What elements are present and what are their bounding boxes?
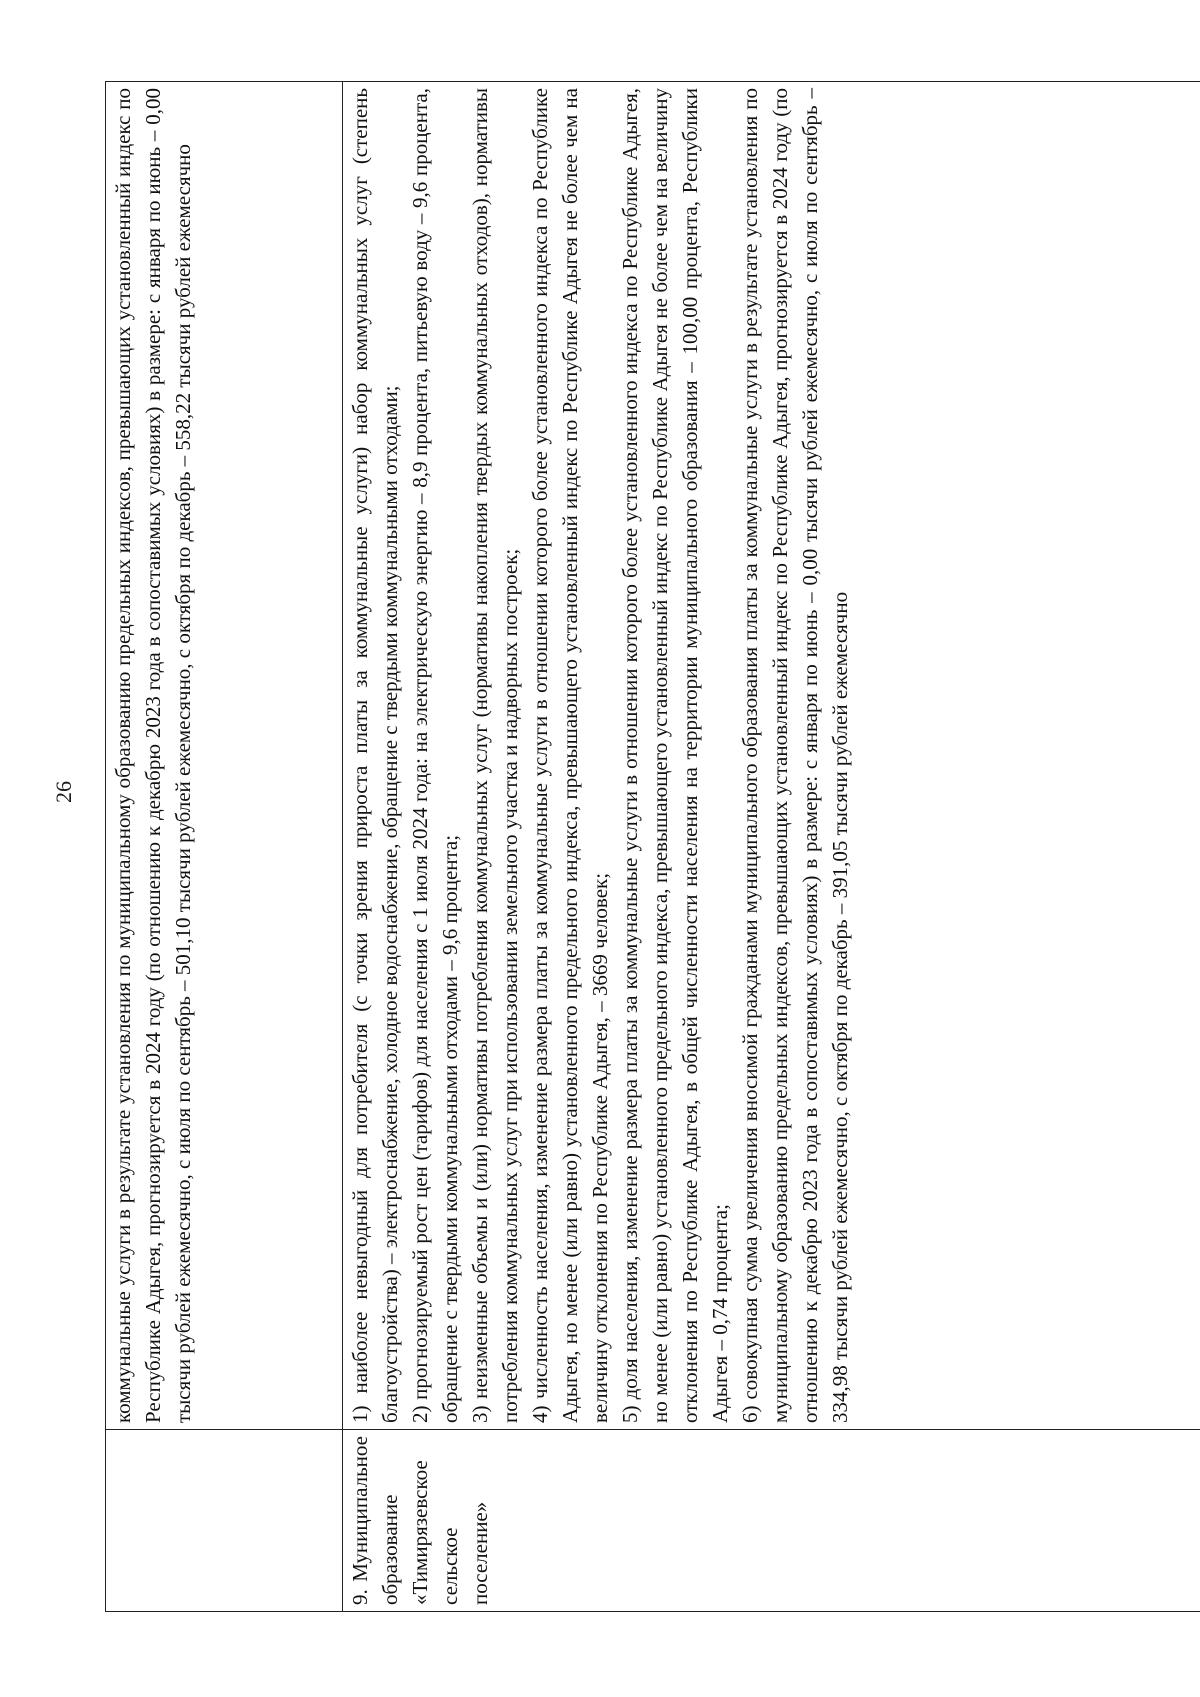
condition-item: 5) доля населения, изменение размера платы за коммунальные услуги в отношении которого более установленного индекса по Республике Адыгея, но менее (или равно) установленного предельного индекса, превышающего установленный индекс по Республике Адыгея не более чем на величину отклонения по Республике Адыгея, в общей численности населения на территории муниципального образования – 100,00 процента, Республики Адыгея – 0,74 процента;	[618, 88, 732, 1423]
rotated-table-container	[105, 82, 1200, 1612]
condition-item: 3) неизменные объемы и (или) нормативы потребления коммунальных услуг (нормативы накопления твердых коммунальных отходов), нормативы потребления коммунальных услуг при использовании земельного участка и надворных построек;	[468, 88, 522, 1423]
page-number: 26	[51, 781, 76, 803]
table-row	[106, 82, 343, 1612]
indices-table	[105, 81, 1200, 1612]
conditions-cell	[343, 82, 1200, 1430]
table-row	[343, 82, 1200, 1612]
condition-item: 4) численность населения, изменение размера платы за коммунальные услуги в отношении которого более установленного индекса по Республике Адыгея, но менее (или равно) установленного предельного индекса, превышающего установленный индекс по Республике Адыгея не более чем на величину отклонения по Республике Адыгея, – 3669 человек;	[528, 88, 612, 1423]
municipality-name-cell	[343, 1430, 1200, 1612]
condition-item: 1) наиболее невыгодный для потребителя (с точки зрения прироста платы за коммунальные услуги) набор коммунальных услуг (степень благоустройства) – электроснабжение, холодное водоснабжение, обращение с твердыми коммунальными отходами;	[348, 88, 402, 1423]
municipality-name-cell	[106, 1430, 343, 1612]
municipality-name: 9. Муниципальное образование «Тимирязевское сельское поселение»	[348, 1436, 492, 1605]
continued-paragraph: коммунальные услуги в результате установления по муниципальному образованию предельных индексов, превышающих установленный индекс по Республике Адыгея, прогнозируется в 2024 году (по отношению к декабрю 2023 года в сопоставимых условиях) в размере: с января по июнь – 0,00 тысячи рублей ежемесячно, с июля по сентябрь – 501,10 тысячи рублей ежемесячно, с октября по декабрь – 558,22 тысячи рублей ежемесячно	[111, 88, 195, 1423]
conditions-cell	[106, 82, 343, 1430]
condition-item: 6) совокупная сумма увеличения вносимой гражданами муниципального образования платы за коммунальные услуги в результате установления по муниципальному образованию предельных индексов, превышающих установленный индекс по Республике Адыгея, прогнозируется в 2024 году (по отношению к декабрю 2023 года в сопоставимых условиях) в размере: с января по июнь – 0,00 тысячи рублей ежемесячно, с июля по сентябрь – 334,98 тысячи рублей ежемесячно, с октября по декабрь – 391,05 тысячи рублей ежемесячно	[738, 88, 852, 1423]
condition-item: 2) прогнозируемый рост цен (тарифов) для населения с 1 июля 2024 года: на электрическую энергию – 8,9 процента, питьевую воду – 9,6 процента, обращение с твердыми коммунальными отходами – 9,6 процента;	[408, 88, 462, 1423]
